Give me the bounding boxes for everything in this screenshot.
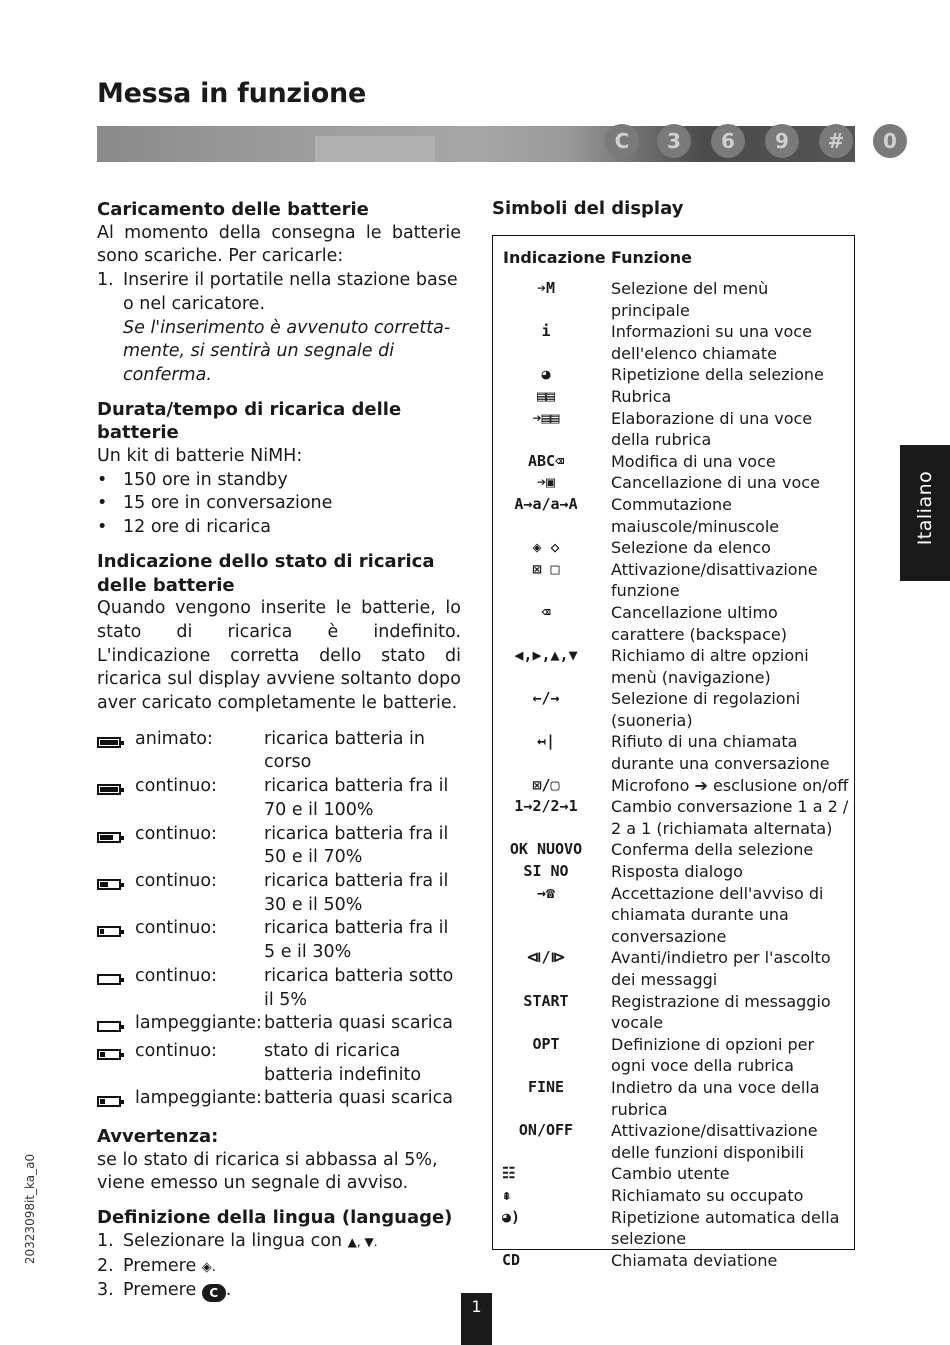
symbol-function: Richiamato su occupato xyxy=(611,1185,804,1205)
display-symbol-icon: START xyxy=(523,991,569,1010)
battery-icon xyxy=(97,832,121,843)
charging-step xyxy=(97,269,461,388)
battery-icon xyxy=(97,926,121,937)
display-symbol-icon: OK NUOVO xyxy=(509,840,583,859)
symbol-function: Cambio utente xyxy=(611,1164,730,1184)
battery-description: stato di ricarica batteria indefinito xyxy=(264,1040,422,1085)
table-row xyxy=(502,1120,852,1163)
symbol-function: Registrazione di messaggio vocale xyxy=(611,991,831,1033)
arrow-up-down-icon: ▲, ▼. xyxy=(347,1234,378,1249)
table-row xyxy=(502,559,852,602)
table-row xyxy=(502,1034,852,1077)
battery-row xyxy=(97,823,461,870)
display-symbol-icon: ON/OFF xyxy=(518,1121,574,1140)
battery-status-table xyxy=(97,728,461,1115)
battery-row xyxy=(97,1040,461,1087)
keypad-key-0: 0 xyxy=(873,124,907,158)
table-row xyxy=(502,947,852,990)
table-row xyxy=(502,1163,852,1185)
battery-row xyxy=(97,870,461,917)
battery-icon xyxy=(97,879,121,890)
keypad-key-hash: # xyxy=(819,124,853,158)
symbol-function: Conferma della selezione xyxy=(611,840,814,860)
symbol-function: Selezione da elenco xyxy=(611,538,771,558)
symbol-function: Chiamata deviatione xyxy=(611,1250,778,1270)
display-symbol-icon: 1→2/2→1 xyxy=(514,797,578,816)
battery-icon xyxy=(97,974,121,985)
display-symbol-icon: ◀,▶,▲,▼ xyxy=(514,646,578,665)
warning-text: se lo stato di ricarica si abbassa al 5%, viene emesso un segnale di avviso. xyxy=(97,1149,438,1194)
display-symbol-icon: A→a/a→A xyxy=(514,494,578,513)
battery-icon xyxy=(97,737,121,748)
display-symbol-icon: ⧏/⧐ xyxy=(526,948,566,967)
display-symbol-icon: ←/→ xyxy=(532,689,560,708)
battery-icon xyxy=(97,784,121,795)
symbol-function: Definizione di opzioni per ogni voce della rubrica xyxy=(611,1034,815,1076)
display-symbol-icon: ABC⌫ xyxy=(527,451,565,470)
display-symbol-icon: OPT xyxy=(532,1034,560,1053)
display-symbol-icon: ➔▣ xyxy=(536,473,556,492)
display-symbol-icon: i xyxy=(541,322,551,341)
battery-description: ricarica batteria in corso xyxy=(264,728,425,773)
battery-row xyxy=(97,1087,461,1115)
display-symbol-icon: ⊠/▢ xyxy=(532,775,560,794)
battery-mode: continuo: xyxy=(135,965,217,986)
table-row xyxy=(502,731,852,774)
keypad-key-3: 3 xyxy=(657,124,691,158)
table-row xyxy=(502,883,852,948)
table-row xyxy=(502,645,852,688)
page-number: 1 xyxy=(461,1293,492,1345)
symbol-function: Cancellazione di una voce xyxy=(611,473,820,493)
keypad-key-9: 9 xyxy=(765,124,799,158)
symbol-function: Rifiuto di una chiamata durante una conversazione xyxy=(611,732,830,774)
page-title: Messa in funzione xyxy=(97,78,366,109)
duration-intro: Un kit di batterie NiMH: xyxy=(97,446,303,467)
language-steps xyxy=(97,1230,461,1303)
battery-mode: continuo: xyxy=(135,823,217,844)
battery-description: batteria quasi scarica xyxy=(264,1013,453,1034)
display-symbol-icon: ⇞ xyxy=(502,1185,512,1204)
display-symbol-icon: CD xyxy=(502,1250,521,1269)
symbol-function: Ripetizione automatica della selezione xyxy=(611,1207,840,1249)
battery-row xyxy=(97,775,461,822)
list-item: 3. Premere C . xyxy=(97,1280,232,1301)
table-row xyxy=(502,408,852,451)
symbols-heading: Simboli del display xyxy=(492,198,684,219)
battery-row xyxy=(97,917,461,964)
left-column xyxy=(97,198,461,1303)
display-symbol-icon: ⊠ □ xyxy=(532,559,560,578)
charging-intro: Al momento della consegna le batterie sono scariche. Per caricarle: xyxy=(97,222,461,267)
table-row xyxy=(502,451,852,473)
table-row xyxy=(502,1250,852,1272)
symbol-function: Avanti/indietro per l'ascolto dei messaggi xyxy=(611,948,831,989)
duration-heading: Durata/tempo di ricarica delle batterie xyxy=(97,398,402,444)
step-text: Inserire il portatile nella stazione base o nel caricatore. xyxy=(123,270,458,314)
symbol-function: Informazioni su una voce dell'elenco chiamate xyxy=(611,322,812,363)
battery-row xyxy=(97,728,461,775)
step-number: 1. xyxy=(97,270,114,291)
language-heading: Definizione della lingua (language) xyxy=(97,1207,453,1229)
table-row xyxy=(502,839,852,861)
warning-heading: Avvertenza: xyxy=(97,1126,219,1148)
status-heading: Indicazione dello stato di ricarica delle batterie xyxy=(97,550,435,596)
display-symbol-icon: →☎ xyxy=(536,883,556,902)
symbol-function: Elaborazione di una voce della rubrica xyxy=(611,408,813,450)
symbol-function: Accettazione dell'avviso di chiamata durante una conversazione xyxy=(611,883,824,946)
display-symbol-icon: FINE xyxy=(527,1077,565,1096)
battery-mode: lampeggiante: xyxy=(135,1088,262,1109)
battery-description: ricarica batteria fra il 70 e il 100% xyxy=(264,776,449,820)
symbol-function: Cancellazione ultimo carattere (backspace) xyxy=(611,602,787,644)
battery-description: ricarica batteria fra il 50 e il 70% xyxy=(264,823,449,868)
charging-heading: Caricamento delle batterie xyxy=(97,199,369,220)
symbol-function: Indietro da una voce della rubrica xyxy=(611,1077,820,1119)
symbol-function: Selezione di regolazioni (suoneria) xyxy=(611,689,801,730)
charging-steps xyxy=(97,269,461,388)
list-item: • 150 ore in standby xyxy=(97,469,288,490)
battery-mode: continuo: xyxy=(135,1040,217,1061)
table-row xyxy=(502,861,852,883)
display-symbol-icon: ➔M xyxy=(536,279,556,297)
display-symbol-icon: ➔▤▤ xyxy=(532,408,560,427)
battery-description: ricarica batteria sotto il 5% xyxy=(264,965,454,1010)
battery-icon xyxy=(97,1096,121,1107)
keypad-key-6: 6 xyxy=(711,124,745,158)
symbol-function: Cambio conversazione 1 a 2 / 2 a 1 (richiamata alternata) xyxy=(611,797,849,838)
table-row xyxy=(502,796,852,839)
table-row xyxy=(502,321,852,364)
symbol-function: Richiamo di altre opzioni menù (navigazione) xyxy=(611,646,809,687)
battery-row xyxy=(97,965,461,1012)
table-row xyxy=(502,1185,852,1207)
table-row xyxy=(502,472,852,494)
step-note: Se l'inserimento è avvenuto corretta-mente, si sentirà un segnale di conferma. xyxy=(123,317,451,385)
battery-row xyxy=(97,1012,461,1040)
table-row xyxy=(502,364,852,386)
list-item: 1. Selezionare la lingua con ▲, ▼. xyxy=(97,1230,378,1251)
battery-description: batteria quasi scarica xyxy=(264,1088,453,1109)
symbol-function: Microfono ➔ esclusione on/off xyxy=(611,775,849,795)
symbol-function: Commutazione maiuscole/minuscole xyxy=(611,494,780,536)
display-symbol-icon: SI NO xyxy=(523,862,569,881)
keypad-key-c: C xyxy=(605,124,639,158)
table-row xyxy=(502,1207,852,1250)
duration-list xyxy=(97,469,461,540)
display-symbol-icon: ☷ xyxy=(502,1164,516,1183)
table-row xyxy=(502,494,852,537)
table-row xyxy=(502,991,852,1034)
symbol-function: Modifica di una voce xyxy=(611,451,776,471)
display-symbol-icon: ◈ ◇ xyxy=(532,538,560,557)
battery-mode: lampeggiante: xyxy=(135,1013,262,1034)
symbol-function: Rubrica xyxy=(611,386,672,406)
symbol-function: Attivazione/disattivazione funzione xyxy=(611,559,818,601)
list-item: • 15 ore in conversazione xyxy=(97,493,333,514)
table-row xyxy=(502,688,852,731)
table-row xyxy=(502,1077,852,1120)
language-side-tab: Italiano xyxy=(900,445,950,581)
c-key-icon: C xyxy=(202,1284,226,1302)
display-area xyxy=(315,136,435,162)
table-row xyxy=(502,278,852,321)
symbol-function: Attivazione/disattivazione delle funzioni disponibili xyxy=(611,1121,818,1162)
column-header-indicazione: Indicazione xyxy=(503,248,606,267)
select-icon: ◈. xyxy=(201,1259,216,1275)
table-row xyxy=(502,386,852,408)
battery-description: ricarica batteria fra il 30 e il 50% xyxy=(264,870,449,915)
display-symbol-icon: ◕) xyxy=(502,1207,521,1226)
list-item: • 12 ore di ricarica xyxy=(97,517,272,538)
battery-description: ricarica batteria fra il 5 e il 30% xyxy=(264,918,449,963)
battery-mode: continuo: xyxy=(135,870,217,891)
column-header-funzione: Funzione xyxy=(611,248,692,267)
symbol-function: Risposta dialogo xyxy=(611,862,743,882)
status-text: Quando vengono inserite le batterie, lo stato di ricarica è indefinito. L'indicazione corretta dello stato di ricarica sul display avviene soltanto dopo aver caricato completamente le batterie. xyxy=(97,598,461,714)
table-row xyxy=(502,602,852,645)
display-symbol-icon: ↤| xyxy=(536,732,556,751)
battery-mode: continuo: xyxy=(135,918,217,939)
display-symbol-icon: ◕ xyxy=(541,365,551,384)
display-symbol-icon: ⌫ xyxy=(541,602,551,621)
document-code: 20323098it_ka_a0 xyxy=(23,1153,37,1265)
display-symbol-icon: ▤▤ xyxy=(536,386,556,405)
phone-keypad-banner xyxy=(97,126,897,162)
table-row xyxy=(502,537,852,559)
symbol-function: Ripetizione della selezione xyxy=(611,365,824,385)
symbols-table xyxy=(502,278,852,1271)
battery-mode: animato: xyxy=(135,728,213,749)
symbol-function: Selezione del menù principale xyxy=(611,279,769,320)
battery-icon xyxy=(97,1021,121,1032)
battery-mode: continuo: xyxy=(135,776,217,797)
list-item: 2. Premere ◈. xyxy=(97,1255,216,1276)
table-row xyxy=(502,775,852,797)
battery-icon xyxy=(97,1049,121,1060)
